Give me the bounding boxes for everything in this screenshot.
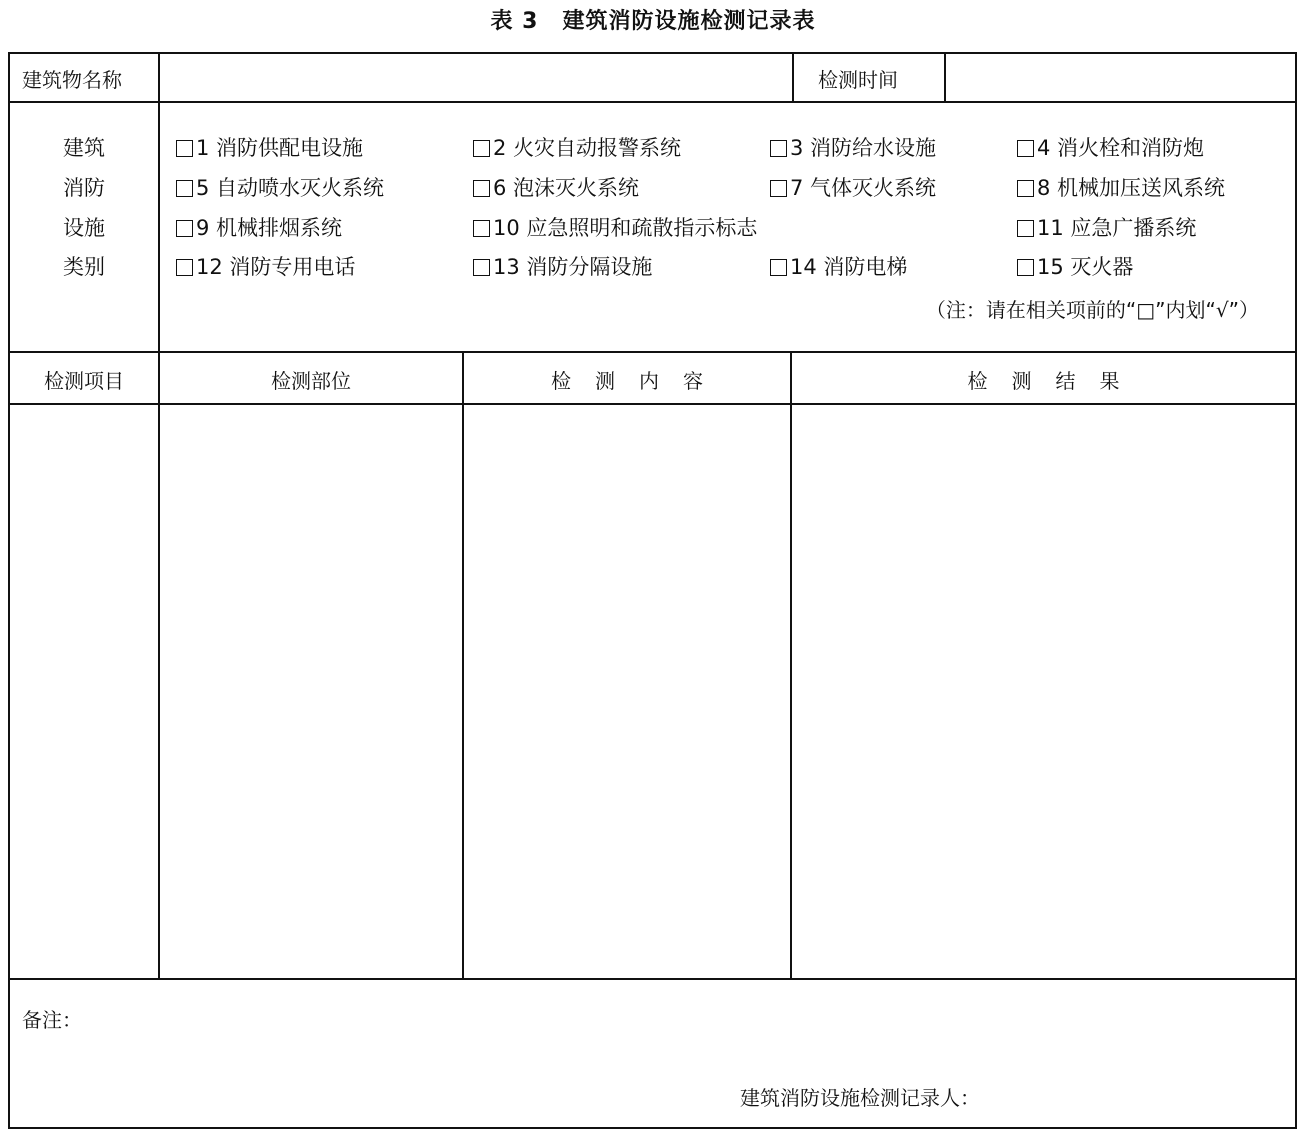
item-cell[interactable] [10,405,158,978]
remarks-label: 备注： [22,1008,82,1032]
divider [10,351,1295,353]
category-item-label: 4 消火栓和消防炮 [1037,136,1205,160]
checkbox[interactable] [1017,220,1034,237]
column-header-content: 检测内容 [551,369,727,393]
category-item[interactable] [473,176,639,200]
category-item[interactable] [770,176,936,200]
checkbox[interactable] [473,220,490,237]
category-item-label: 3 消防给水设施 [790,136,937,160]
category-item-label: 6 泡沫灭火系统 [493,176,640,200]
checkbox[interactable] [770,140,787,157]
content-cell[interactable] [464,405,790,978]
building-name-label: 建筑物名称 [22,68,122,92]
column-header-result: 检测结果 [967,369,1144,393]
checkbox[interactable] [473,140,490,157]
category-item-label: 8 机械加压送风系统 [1037,176,1226,200]
checkbox[interactable] [176,259,193,276]
divider [944,54,946,101]
column-header-item: 检测项目 [44,369,124,393]
category-item[interactable] [176,176,384,200]
checkbox[interactable] [1017,259,1034,276]
category-item[interactable] [176,216,342,240]
category-item-label: 7 气体灭火系统 [790,176,937,200]
test-time-label: 检测时间 [818,68,898,92]
category-item-label: 1 消防供配电设施 [196,136,364,160]
category-label-line: 消防 [63,176,105,200]
checkbox[interactable] [1017,140,1034,157]
checkbox[interactable] [770,180,787,197]
table-number: 表 3 [490,9,539,34]
category-note: （注：请在相关项前的“□”内划“√”） [925,298,1259,322]
category-item-label: 2 火灾自动报警系统 [493,136,682,160]
category-item-label: 12 消防专用电话 [196,255,356,279]
category-item[interactable] [1017,136,1204,160]
page-title [0,4,1306,35]
category-item[interactable] [770,255,907,279]
checkbox[interactable] [176,180,193,197]
category-item-label: 11 应急广播系统 [1037,216,1197,240]
category-item-label: 13 消防分隔设施 [493,255,653,279]
divider [792,54,794,101]
category-item[interactable] [473,216,757,240]
checkbox[interactable] [176,140,193,157]
checkbox[interactable] [176,220,193,237]
category-label-line: 类别 [63,255,105,279]
category-item[interactable] [176,255,355,279]
location-cell[interactable] [160,405,462,978]
category-item-label: 15 灭火器 [1037,255,1134,279]
inspection-record-form [8,52,1297,1129]
category-item[interactable] [1017,176,1225,200]
checkbox[interactable] [473,259,490,276]
checkbox[interactable] [473,180,490,197]
category-item[interactable] [473,136,681,160]
category-item[interactable] [176,136,363,160]
category-item[interactable] [1017,216,1196,240]
category-item[interactable] [473,255,652,279]
checkbox[interactable] [1017,180,1034,197]
table-title: 建筑消防设施检测记录表 [562,9,816,34]
category-label-line: 建筑 [63,136,105,160]
category-item-label: 10 应急照明和疏散指示标志 [493,216,758,240]
category-label-line: 设施 [63,216,105,240]
checkbox[interactable] [770,259,787,276]
divider [10,101,1295,103]
category-item-label: 14 消防电梯 [790,255,908,279]
divider [10,978,1295,980]
result-cell[interactable] [792,405,1295,978]
category-item-label: 9 机械排烟系统 [196,216,343,240]
recorder-label: 建筑消防设施检测记录人： [740,1086,980,1110]
category-item[interactable] [770,136,936,160]
column-header-location: 检测部位 [271,369,351,393]
category-item-label: 5 自动喷水灭火系统 [196,176,385,200]
category-item[interactable] [1017,255,1133,279]
